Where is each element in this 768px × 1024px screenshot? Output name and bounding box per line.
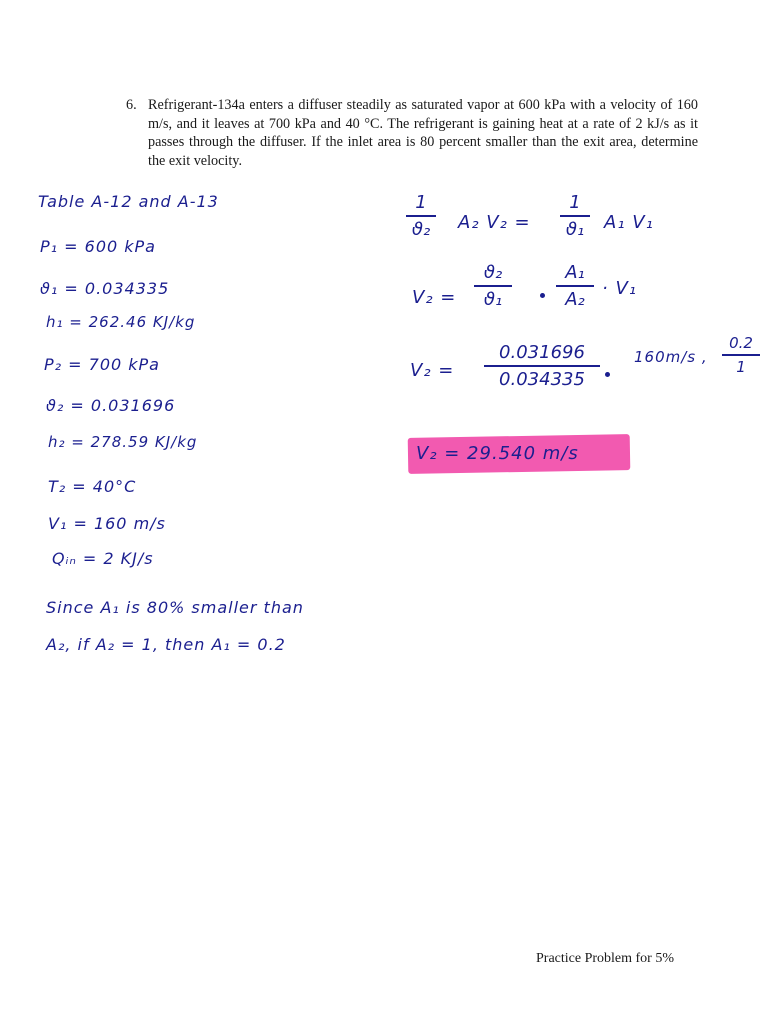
eq3-fraction-area: 0.2 1	[722, 334, 760, 376]
given-h2: h₂ = 278.59 KJ/kg	[48, 433, 198, 451]
eq1-fraction-left: 1 ϑ₂	[406, 192, 436, 240]
given-h1: h₁ = 262.46 KJ/kg	[46, 313, 196, 331]
eq2-lhs: V₂ =	[412, 287, 457, 308]
problem-text: Refrigerant-134a enters a diffuser steadily as saturated vapor at 600 kPa with a velocity of 160 m/s, and it leaves at 700 kPa and 40 °C. The refrigerant is gaining heat at a rate of 2 kJ/s as it passes through the diffuser. If the inlet area is 80 percent smaller than the exit area, determine the exit velocity.	[148, 97, 698, 169]
given-p1: P₁ = 600 kPa	[40, 237, 156, 256]
table-reference: Table A-12 and A-13	[38, 192, 219, 211]
problem-number: 6.	[126, 97, 137, 113]
eq1-fraction-right: 1 ϑ₁	[560, 192, 590, 240]
eq3-fraction-volume: 0.031696 0.034335	[484, 342, 600, 390]
given-t2: T₂ = 40°C	[48, 477, 137, 496]
area-note-line1: Since A₁ is 80% smaller than	[46, 598, 304, 617]
given-qin: Qᵢₙ = 2 KJ/s	[52, 549, 154, 568]
final-answer: V₂ = 29.540 m/s	[416, 443, 579, 464]
eq3-velocity: 160m/s ,	[634, 348, 708, 366]
footer-label: Practice Problem for 5%	[536, 951, 675, 966]
eq1-middle: A₂ V₂ =	[458, 212, 531, 233]
area-note-line2: A₂, if A₂ = 1, then A₁ = 0.2	[46, 635, 286, 654]
eq2-tail: · V₁	[602, 278, 637, 299]
eq2-fraction-area: A₁ A₂	[556, 262, 594, 310]
eq3-lhs: V₂ =	[410, 360, 455, 381]
multiply-dot	[605, 372, 610, 377]
multiply-dot	[540, 293, 545, 298]
given-v1: ϑ₁ = 0.034335	[40, 279, 170, 298]
given-v2: ϑ₂ = 0.031696	[46, 396, 176, 415]
given-vel1: V₁ = 160 m/s	[48, 514, 166, 533]
eq1-right: A₁ V₁	[604, 212, 654, 233]
given-p2: P₂ = 700 kPa	[44, 355, 160, 374]
eq2-fraction-volume: ϑ₂ ϑ₁	[474, 262, 512, 310]
